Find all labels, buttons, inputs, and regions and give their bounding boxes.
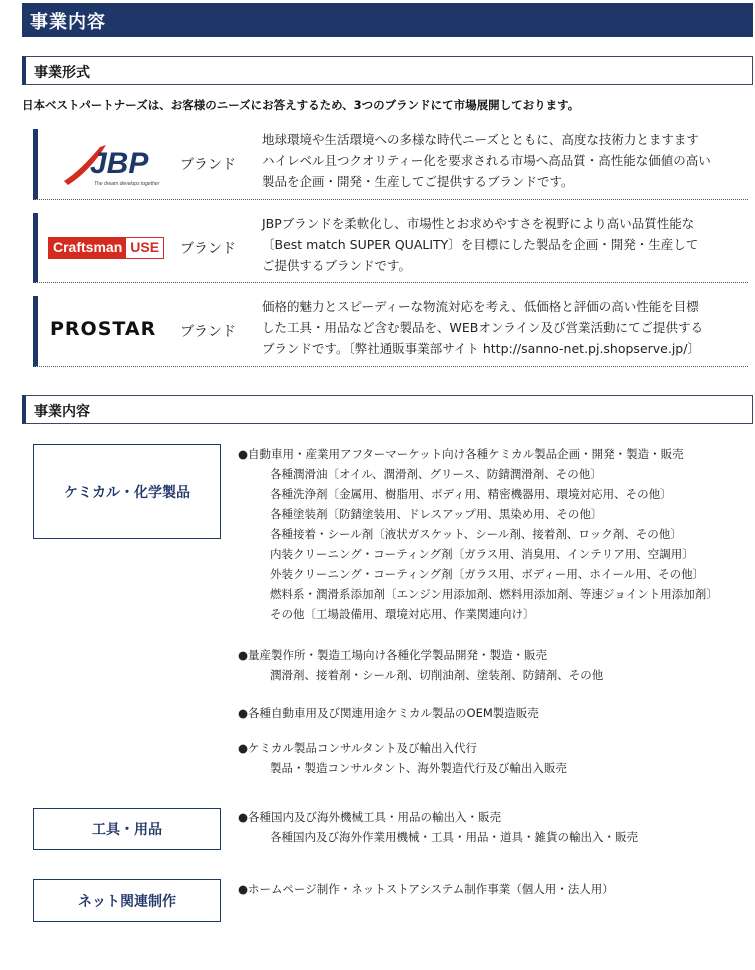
craftsman-logo-text: Craftsman: [49, 238, 126, 258]
brand-suffix: ブランド: [180, 324, 236, 340]
jbp-logo-text: JBP: [90, 147, 149, 180]
chemical-group-3: [238, 703, 539, 723]
detail-sub: 燃料系・潤滑系添加剤〔エンジン用添加剤、燃料用添加剤、等速ジョイント用添加剤〕: [270, 587, 718, 601]
brand-row-prostar: [33, 296, 748, 367]
brand-desc-line: ご提供するブランドです。: [262, 258, 412, 273]
category-tools: 工具・用品: [33, 808, 221, 850]
detail-sub: 潤滑剤、接着剤・シール剤、切削油剤、塗装剤、防錆剤、その他: [270, 668, 604, 682]
category-chemical: ケミカル・化学製品: [33, 444, 221, 539]
detail-head: ●ホームページ制作・ネットストアシステム制作事業（個人用・法人用）: [238, 882, 614, 896]
use-logo-text: USE: [126, 238, 163, 258]
detail-head: ●量産製作所・製造工場向け各種化学製品開発・製造・販売: [238, 648, 548, 662]
chemical-group-4: [238, 738, 567, 778]
prostar-logo: PROSTAR: [50, 318, 157, 340]
craftsman-use-logo: [48, 237, 164, 259]
brand-desc-line: 地球環境や生活環境への多様な時代ニーズとともに、高度な技術力とますます: [262, 132, 699, 147]
detail-head: ●自動車用・産業用アフターマーケット向け各種ケミカル製品企画・開発・製造・販売: [238, 447, 684, 461]
brand-description-prostar: [262, 296, 755, 359]
brand-desc-line: 価格的魅力とスピーディーな物流対応を考え、低価格と評価の高い性能を目標: [262, 299, 699, 314]
jbp-logo: [38, 129, 258, 199]
detail-sub: 各種潤滑油〔オイル、潤滑剤、グリース、防錆潤滑剤、その他〕: [270, 467, 602, 481]
brand-row-craftsman: [33, 213, 748, 283]
brand-suffix: ブランド: [180, 240, 236, 257]
jbp-logo-tagline: The dream develops together: [94, 181, 160, 187]
detail-sub: 各種接着・シール剤〔液状ガスケット、シール剤、接着剤、ロック剤、その他〕: [270, 527, 682, 541]
detail-sub: 内装クリーニング・コーティング剤〔ガラス用、消臭用、インテリア用、空調用〕: [270, 547, 694, 561]
craftsman-logo-area: [38, 213, 258, 282]
business-form-heading: 事業形式: [22, 56, 753, 85]
business-content-heading: 事業内容: [22, 395, 753, 424]
detail-head: ●各種国内及び海外機械工具・用品の輸出入・販売: [238, 810, 502, 824]
page-title: 事業内容: [22, 3, 753, 37]
brand-desc-line: した工具・用品など含む製品を、WEBオンライン及び営業活動にてご提供する: [262, 320, 703, 335]
detail-head: ●各種自動車用及び関連用途ケミカル製品のOEM製造販売: [238, 706, 539, 720]
prostar-logo-area: [38, 296, 258, 366]
brand-suffix: ブランド: [180, 157, 236, 173]
brand-desc-line: ハイレベル且つクオリティー化を要求される市場へ高品質・高性能な価値の高い: [262, 153, 711, 168]
category-net: ネット関連制作: [33, 879, 221, 922]
detail-head: ●ケミカル製品コンサルタント及び輸出入代行: [238, 741, 477, 755]
brand-description-jbp: [262, 129, 755, 192]
chemical-group-2: [238, 645, 603, 685]
detail-sub: 各種洗浄剤〔金属用、樹脂用、ボディ用、精密機器用、環境対応用、その他〕: [270, 487, 672, 501]
brand-desc-line: JBPブランドを柔軟化し、市場性とお求めやすさを視野により高い品質性能な: [262, 216, 695, 231]
detail-sub: 各種塗装剤〔防錆塗装用、ドレスアップ用、黒染め用、その他〕: [270, 507, 603, 521]
brand-desc-line: ブランドです。〔弊社通販事業部サイト http://sanno-net.pj.shopserve.jp/〕: [262, 341, 700, 356]
detail-sub: その他〔工場設備用、環境対応用、作業関連向け〕: [270, 607, 535, 621]
brand-description-craftsman: [262, 213, 755, 276]
jbp-logo-graphic: [60, 141, 170, 189]
brand-desc-line: 〔Best match SUPER QUALITY〕を目標にした製品を企画・開発・生産して: [262, 237, 699, 252]
net-group-1: [238, 879, 614, 899]
brand-desc-line: 製品を企画・開発・生産してご提供するブランドです。: [262, 174, 574, 189]
chemical-group-1: [238, 444, 718, 624]
detail-sub: 各種国内及び海外作業用機械・工具・用品・道具・雑貨の輸出入・販売: [270, 830, 638, 844]
tools-group-1: [238, 807, 638, 847]
detail-sub: 外装クリーニング・コーティング剤〔ガラス用、ボディー用、ホイール用、その他〕: [270, 567, 705, 581]
business-form-intro: 日本ベストパートナーズは、お客様のニーズにお答えするため、3つのブランドにて市場展開しております。: [22, 98, 580, 112]
brand-row-jbp: [33, 129, 748, 200]
detail-sub: 製品・製造コンサルタント、海外製造代行及び輸出入販売: [270, 761, 567, 775]
